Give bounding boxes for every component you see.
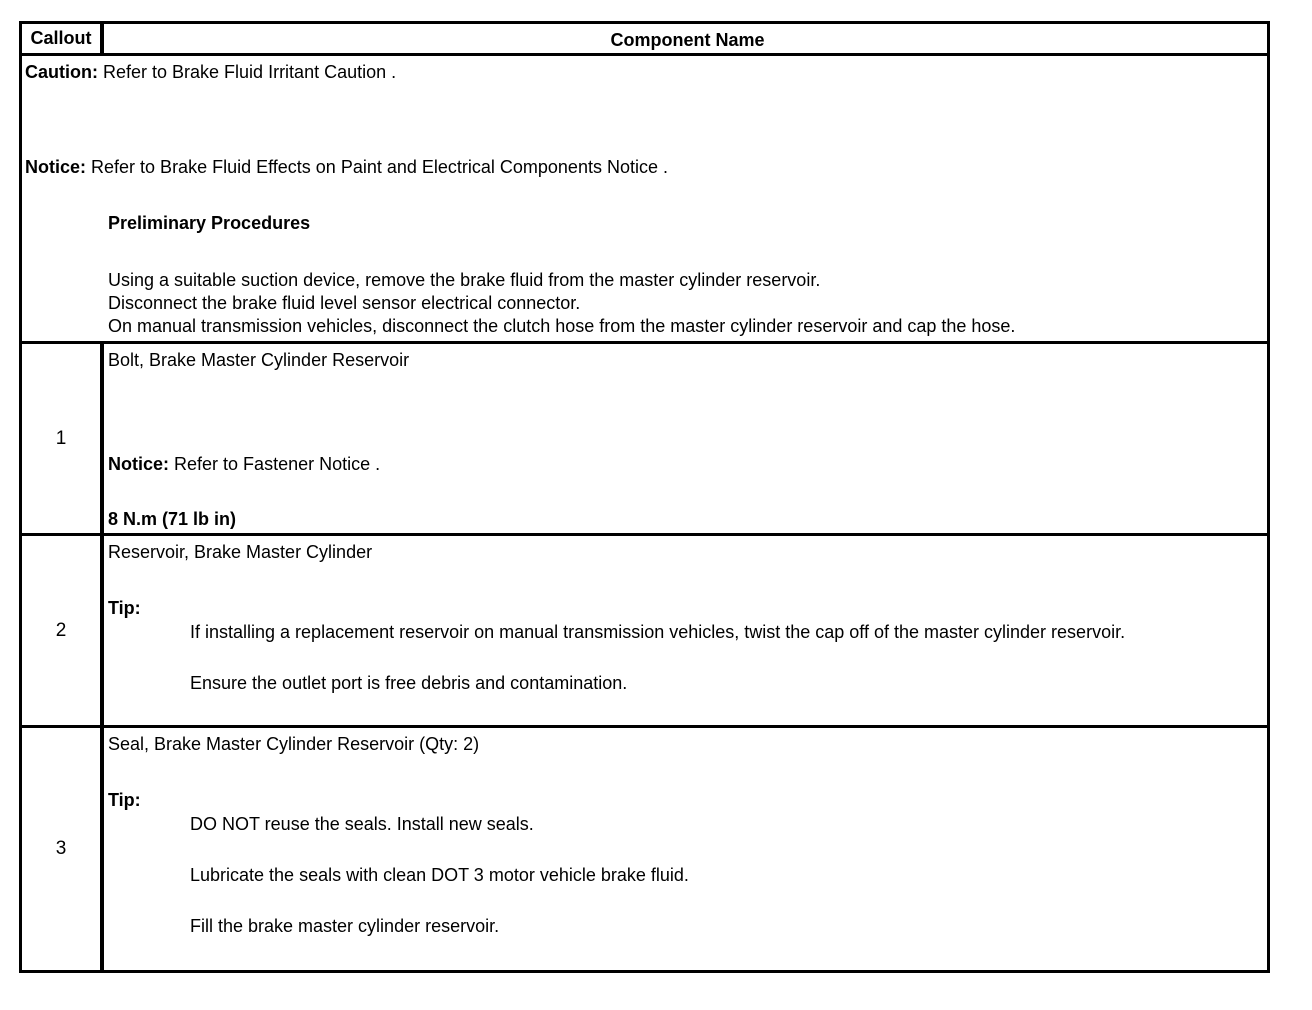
component-name: Reservoir, Brake Master Cylinder (108, 542, 373, 562)
notice-text: Refer to Fastener Notice . (174, 454, 381, 474)
callout-number: 1 (55, 427, 67, 449)
caution-label: Caution: (25, 62, 98, 82)
table-row (22, 728, 1267, 970)
component-cell (104, 536, 1267, 728)
callout-cell (22, 536, 104, 725)
preliminary-step: Using a suitable suction device, remove the brake fluid from the master cylinder reservoir. (108, 270, 821, 290)
notice-label: Notice: (108, 454, 170, 474)
fastener-notice-line (108, 454, 380, 475)
preliminary-step: Disconnect the brake fluid level sensor electrical connector. (108, 293, 581, 313)
notice-text: Refer to Brake Fluid Effects on Paint and Electrical Components Notice . (91, 157, 668, 177)
callout-header-label: Callout (30, 28, 92, 48)
tip-text: Lubricate the seals with clean DOT 3 motor vehicle brake fluid. (190, 865, 689, 885)
component-name-header-label: Component Name (610, 29, 765, 50)
component-name: Seal, Brake Master Cylinder Reservoir (Qty: 2) (108, 734, 480, 754)
notice-line (25, 157, 668, 178)
tip-text: Ensure the outlet port is free debris and contamination. (190, 673, 628, 693)
tip-label: Tip: (108, 790, 141, 810)
notice-label: Notice: (25, 157, 87, 177)
component-cell (104, 728, 1267, 970)
preamble-row (22, 56, 1267, 344)
torque-spec: 8 N.m (71 lb in) (108, 509, 237, 529)
tip-text: If installing a replacement reservoir on manual transmission vehicles, twist the cap off of the master cylinder reservoir. (190, 622, 1126, 642)
component-name: Bolt, Brake Master Cylinder Reservoir (108, 350, 410, 370)
tip-text: DO NOT reuse the seals. Install new seals. (190, 814, 534, 834)
tip-text: Fill the brake master cylinder reservoir. (190, 916, 500, 936)
table-row (22, 344, 1267, 536)
table-row (22, 536, 1267, 728)
callout-number: 2 (55, 619, 67, 641)
component-table (19, 21, 1270, 973)
callout-cell (22, 344, 104, 533)
caution-line (25, 62, 396, 83)
table-header-row (22, 24, 1267, 56)
callout-cell (22, 728, 104, 970)
callout-number: 3 (55, 838, 67, 859)
component-cell (104, 344, 1267, 536)
preliminary-title: Preliminary Procedures (108, 213, 311, 233)
tip-label: Tip: (108, 598, 141, 618)
preliminary-step: On manual transmission vehicles, disconnect the clutch hose from the master cylinder reservoir and cap the hose. (108, 316, 1016, 336)
component-name-header (104, 24, 1267, 56)
caution-text: Refer to Brake Fluid Irritant Caution . (103, 62, 397, 82)
callout-header (22, 24, 104, 53)
